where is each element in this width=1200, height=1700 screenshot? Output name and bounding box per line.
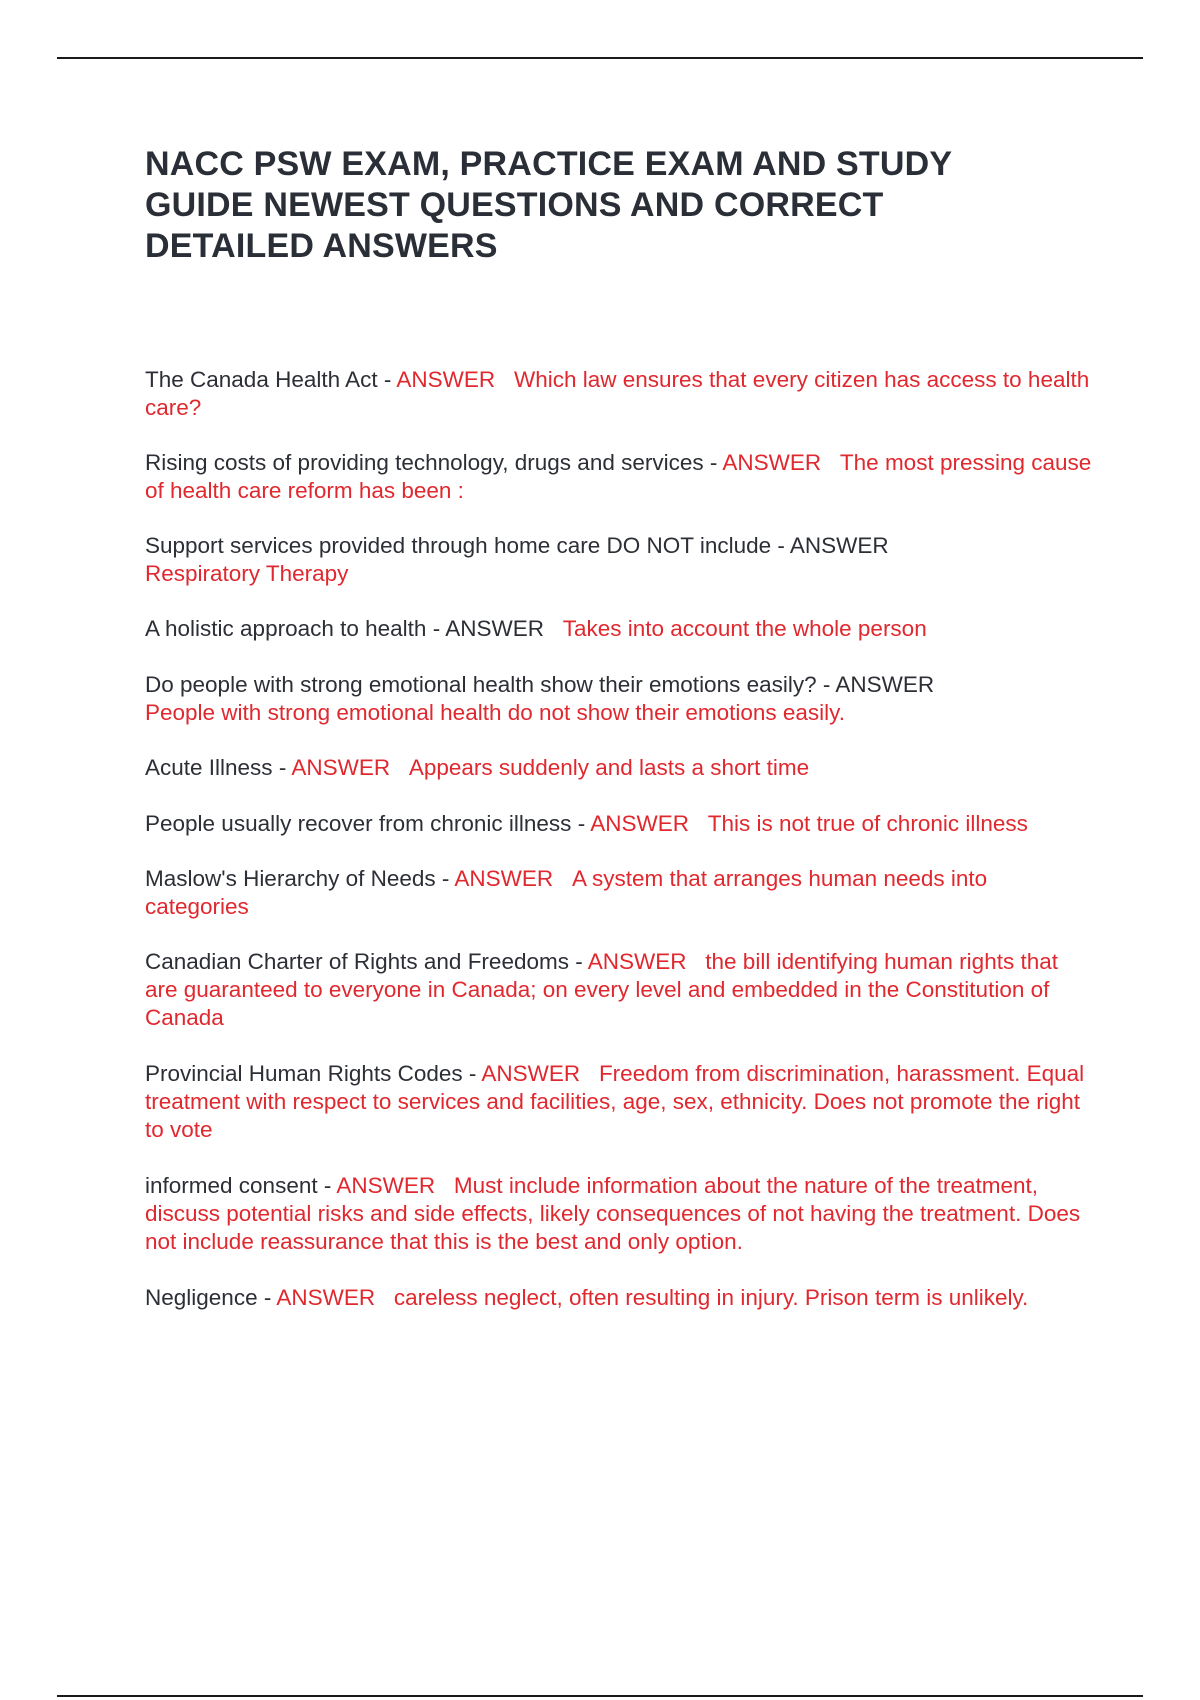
qa-item-11 (145, 1172, 1095, 1256)
answer-9: the bill identifying human rights that are guaranteed to everyone in Canada; on every level and embedded in the Constitution of Canada (145, 949, 1058, 1030)
answer-label-6: ANSWER (291, 755, 391, 780)
answer-label-4: ANSWER (445, 616, 544, 641)
separator-2: - (703, 450, 723, 475)
answer-3: Respiratory Therapy (145, 561, 349, 586)
answer-4: Takes into account the whole person (562, 616, 927, 641)
qa-item-1 (145, 366, 1095, 422)
separator-1: - (377, 367, 397, 392)
qa-item-5 (145, 671, 1095, 727)
answer-7: This is not true of chronic illness (707, 811, 1028, 836)
qa-item-7 (145, 810, 1095, 838)
answer-label-7: ANSWER (590, 811, 689, 836)
answer-11: Must include information about the nature of the treatment, discuss potential risks and side effects, likely consequences of not having the treatment. Does not include reassurance that this is the best and only option. (145, 1173, 1081, 1254)
qa-item-12 (145, 1284, 1095, 1312)
separator-10: - (462, 1061, 482, 1086)
qa-list (145, 366, 1095, 1339)
question-1: The Canada Health Act (145, 367, 378, 392)
top-rule (57, 57, 1143, 59)
question-12: Negligence (145, 1285, 258, 1310)
separator-5: - (816, 672, 836, 697)
separator-9: - (568, 949, 588, 974)
answer-label-8: ANSWER (454, 866, 554, 891)
separator-7: - (571, 811, 591, 836)
answer-1: Which law ensures that every citizen has access to health care? (145, 367, 1090, 420)
answer-10: Freedom from discrimination, harassment. Equal treatment with respect to services and facilities, age, sex, ethnicity. Does not promote the right to vote (145, 1061, 1085, 1142)
separator-3: - (771, 533, 790, 558)
answer-12: careless neglect, often resulting in injury. Prison term is unlikely. (393, 1285, 1029, 1310)
bottom-rule (57, 1695, 1143, 1697)
separator-11: - (317, 1173, 337, 1198)
qa-item-2 (145, 449, 1095, 505)
answer-label-2: ANSWER (722, 450, 822, 475)
answer-2: The most pressing cause of health care reform has been : (145, 450, 1092, 503)
question-2: Rising costs of providing technology, drugs and services (145, 450, 704, 475)
separator-8: - (435, 866, 455, 891)
question-4: A holistic approach to health (145, 616, 427, 641)
qa-item-4 (145, 615, 1095, 643)
answer-6: Appears suddenly and lasts a short time (408, 755, 810, 780)
answer-label-1: ANSWER (396, 367, 496, 392)
separator-12: - (257, 1285, 277, 1310)
separator-4: - (426, 616, 446, 641)
separator-6: - (272, 755, 292, 780)
answer-8: A system that arranges human needs into categories (145, 866, 988, 919)
qa-item-9 (145, 948, 1095, 1032)
answer-label-10: ANSWER (481, 1061, 581, 1086)
question-7: People usually recover from chronic illness (145, 811, 572, 836)
document-title: NACC PSW EXAM, PRACTICE EXAM AND STUDY GUIDE NEWEST QUESTIONS AND CORRECT DETAILED ANSWERS (145, 145, 952, 265)
question-5: Do people with strong emotional health show their emotions easily? (145, 672, 817, 697)
answer-5: People with strong emotional health do not show their emotions easily. (145, 700, 845, 725)
qa-item-6 (145, 754, 1095, 782)
question-11: informed consent (145, 1173, 318, 1198)
qa-item-3 (145, 532, 1095, 588)
answer-label-12: ANSWER (276, 1285, 376, 1310)
answer-label-3: ANSWER (789, 533, 889, 558)
answer-label-9: ANSWER (587, 949, 687, 974)
question-9: Canadian Charter of Rights and Freedoms (145, 949, 569, 974)
question-6: Acute Illness (145, 755, 273, 780)
answer-label-5: ANSWER (835, 672, 935, 697)
qa-item-10 (145, 1060, 1095, 1144)
question-3: Support services provided through home care DO NOT include (145, 533, 772, 558)
answer-label-11: ANSWER (336, 1173, 436, 1198)
qa-item-8 (145, 865, 1095, 921)
question-8: Maslow's Hierarchy of Needs (145, 866, 436, 891)
question-10: Provincial Human Rights Codes (145, 1061, 463, 1086)
